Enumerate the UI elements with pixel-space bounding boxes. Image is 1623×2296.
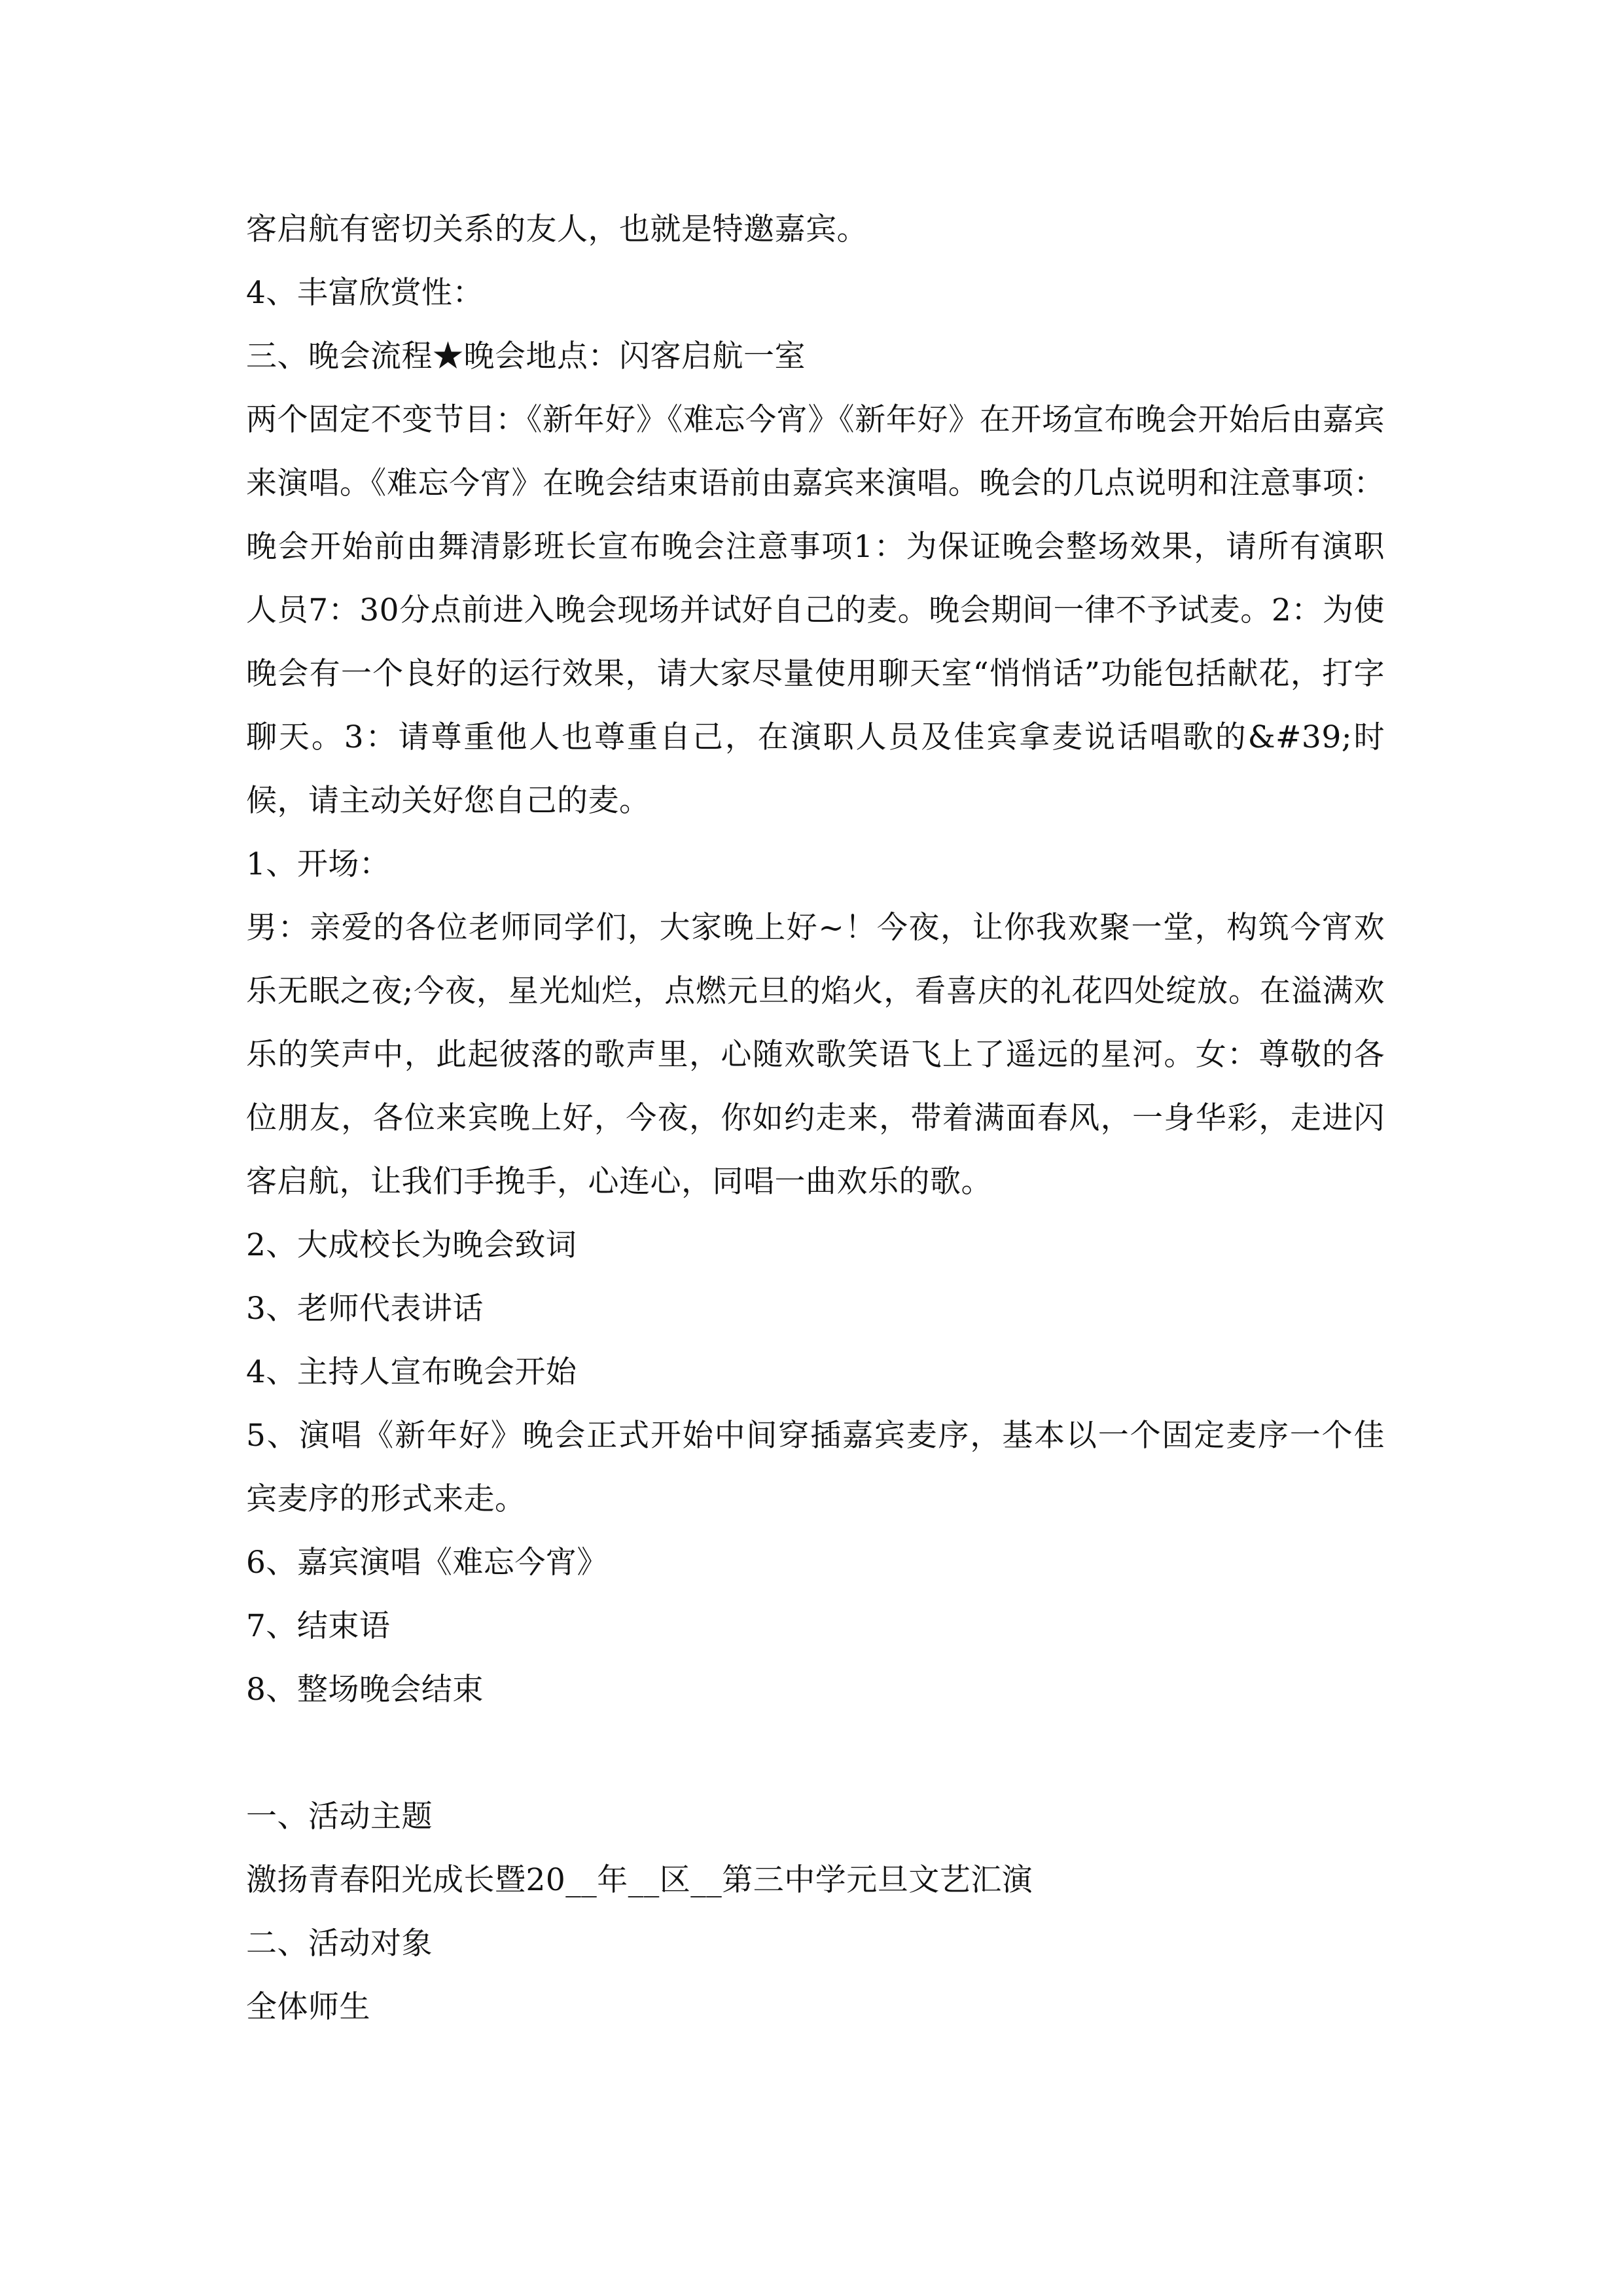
list-item: 8、整场晚会结束 (246, 1672, 484, 1708)
list-item: 4、主持人宣布晚会开始 (246, 1354, 577, 1390)
text-line: 全体师生 (246, 1989, 370, 2025)
list-item: 3、老师代表讲话 (246, 1291, 484, 1327)
list-item: 1、开场： (246, 846, 391, 882)
text-line: 激扬青春阳光成长暨20__年__区__第三中学元旦文艺汇演 (246, 1862, 1033, 1898)
section-heading: 二、活动对象 (246, 1926, 433, 1962)
section-heading: 三、晚会流程★晚会地点：闪客启航一室 (246, 338, 806, 374)
paragraph-spacer (246, 1721, 1385, 1785)
list-item: 7、结束语 (246, 1608, 391, 1644)
opening-paragraph: 男：亲爱的各位老师同学们，大家晚上好~！今夜，让你我欢聚一堂，构筑今宵欢乐无眠之夜;今夜，星光灿烂，点燃元旦的焰火，看喜庆的礼花四处绽放。在溢满欢乐的笑声中，此起彼落的歌声里，心随欢歌笑语飞上了遥远的星河。女：尊敬的各位朋友，各位来宾晚上好，今夜，你如约走来，带着满面春风，一身华彩，走进闪客启航，让我们手挽手，心连心，同唱一曲欢乐的歌。 (246, 910, 1385, 1200)
program-paragraph: 两个固定不变节目：《新年好》《难忘今宵》《新年好》在开场宣布晚会开始后由嘉宾来演唱。《难忘今宵》在晚会结束语前由嘉宾来演唱。晚会的几点说明和注意事项：晚会开始前由舞清影班长宣布晚会注意事项1：为保证晚会整场效果，请所有演职人员7：30分点前进入晚会现场并试好自己的麦。晚会期间一律不予试麦。2：为使晚会有一个良好的运行效果，请大家尽量使用聊天室“悄悄话”功能包括献花，打字聊天。3：请尊重他人也尊重自己，在演职人员及佳宾拿麦说话唱歌的&#39;时候，请主动关好您自己的麦。 (246, 402, 1385, 819)
list-item: 2、大成校长为晚会致词 (246, 1227, 577, 1263)
text-line: 客启航有密切关系的友人，也就是特邀嘉宾。 (246, 211, 868, 247)
list-item: 6、嘉宾演唱《难忘今宵》 (246, 1545, 608, 1581)
section-heading: 一、活动主题 (246, 1799, 433, 1835)
list-item: 5、演唱《新年好》晚会正式开始中间穿插嘉宾麦序，基本以一个固定麦序一个佳宾麦序的形式来走。 (246, 1418, 1385, 1517)
document-body (246, 198, 1385, 2039)
list-item: 4、丰富欣赏性： (246, 275, 484, 311)
